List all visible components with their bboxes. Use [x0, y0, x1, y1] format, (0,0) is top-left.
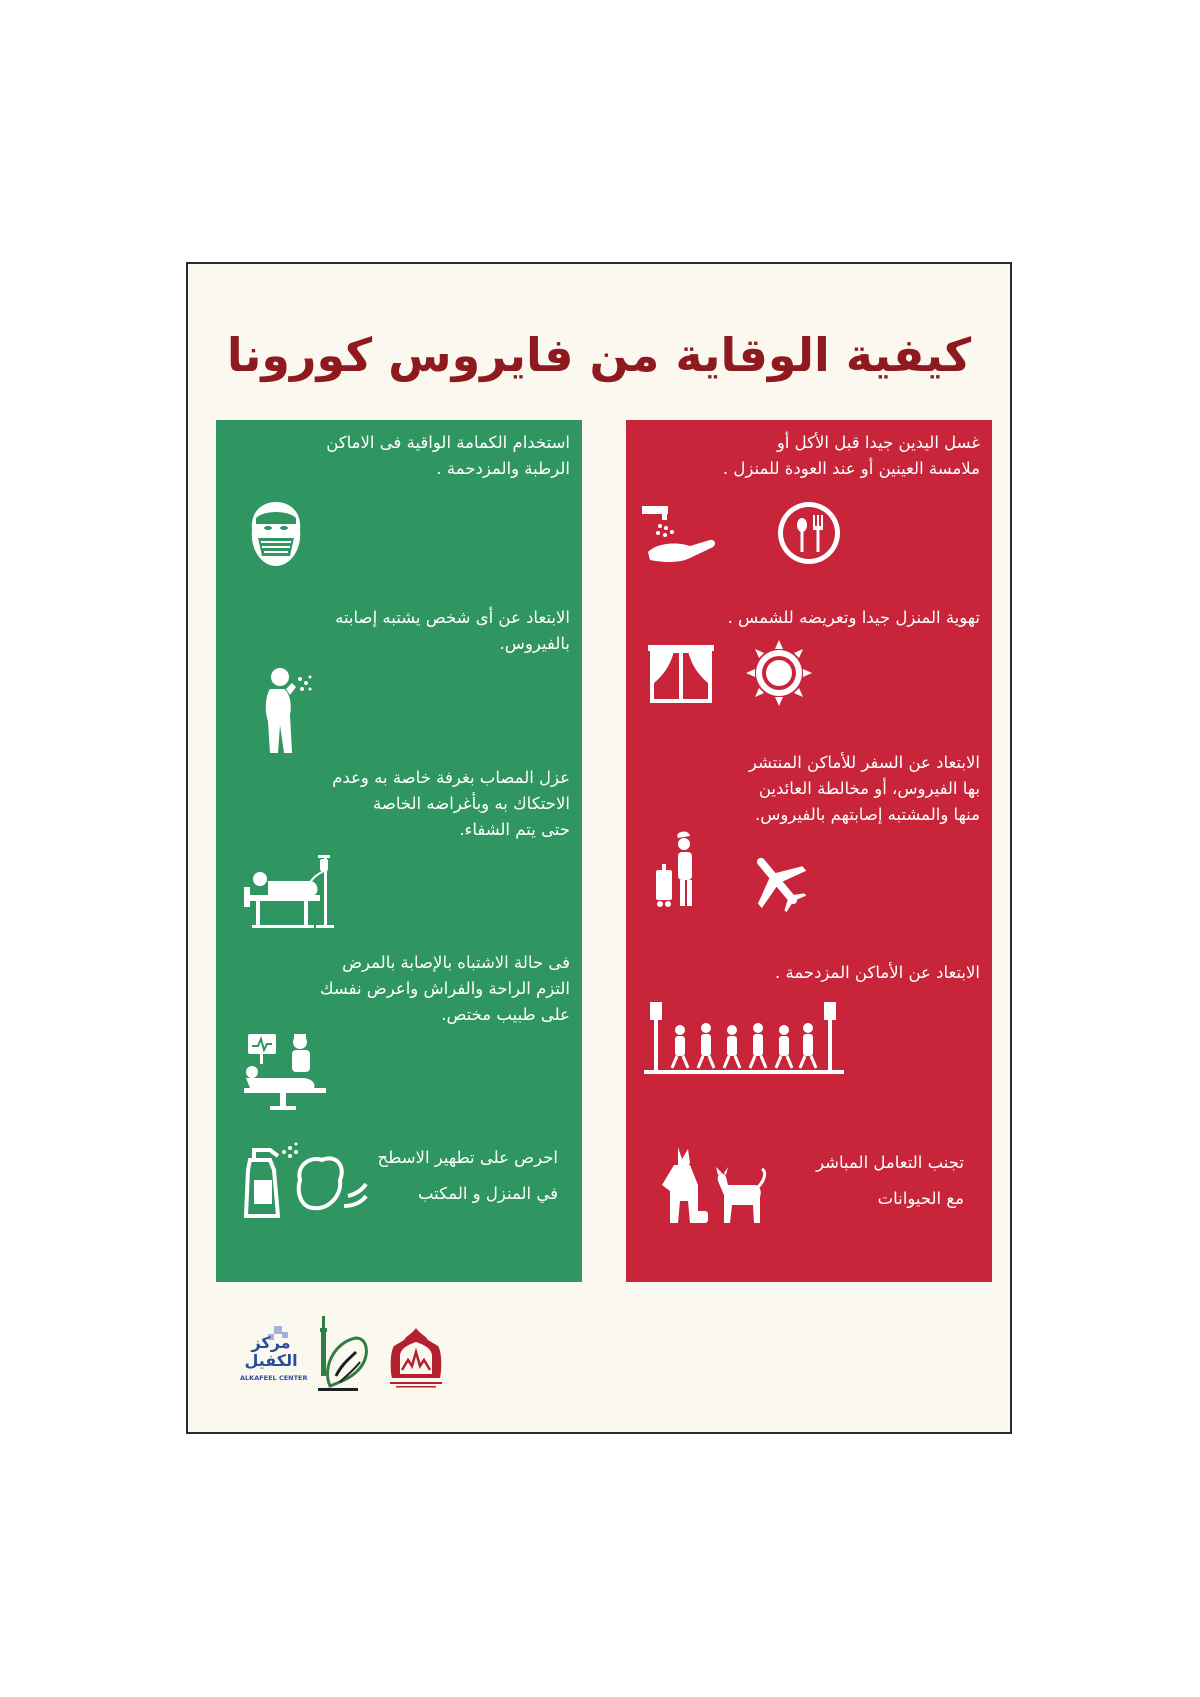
plate-fork-spoon-icon: [776, 500, 842, 566]
text-line: تهوية المنزل جيدا وتعريضه للشمس .: [727, 608, 980, 627]
calligraphy-mosque-logo: [316, 1316, 372, 1406]
red-item-text: [638, 430, 980, 482]
text-line: استخدام الكمامة الواقية فى الاماكن: [326, 433, 570, 452]
sun-icon: [746, 640, 812, 706]
text-line: حتى يتم الشفاء.: [459, 820, 570, 839]
poster: [186, 262, 1012, 1434]
green-item-text: [228, 605, 570, 657]
text-line: تجنب التعامل المباشر: [816, 1153, 964, 1172]
red-item-text: [638, 960, 980, 986]
green-panel: [216, 420, 582, 1282]
alkafeel-arabic-bottom: الكفيل: [244, 1351, 298, 1370]
green-item-avoid-suspect: [216, 605, 582, 755]
red-item-hand-washing: [626, 430, 992, 580]
sick-traveler-icon: [654, 830, 704, 910]
red-item-ventilation: [626, 605, 992, 725]
window-curtains-icon: [646, 643, 716, 703]
crowd-crossing-icon: [644, 1000, 844, 1080]
red-item-text: [638, 750, 980, 828]
text-line: بالفيروس.: [499, 634, 570, 653]
red-item-crowds: [626, 960, 992, 1100]
alkafeel-english: ALKAFEEL CENTER: [240, 1374, 308, 1382]
text-line: فى حالة الاشتباه بالإصابة بالمرض: [342, 953, 570, 972]
logo-strip: [240, 1324, 540, 1404]
red-item-text: [638, 605, 980, 631]
shrine-dome-logo: [386, 1326, 446, 1394]
text-line: الابتعاد عن أى شخص يشتبه إصابته: [335, 608, 570, 627]
red-panel: [626, 420, 992, 1282]
text-line: في المنزل و المكتب: [417, 1184, 558, 1203]
alkafeel-arabic-top: مركز: [251, 1333, 291, 1352]
green-item-rest-doctor: [216, 950, 582, 1120]
text-line: الابتعاد عن السفر للأماكن المنتشر: [748, 753, 980, 772]
green-item-text: [228, 950, 570, 1028]
face-mask-icon: [246, 500, 306, 570]
airplane-icon: [746, 850, 808, 912]
red-item-travel: [626, 750, 992, 920]
text-line: منها والمشتبه إصابتهم بالفيروس.: [754, 805, 980, 824]
hand-washing-icon: [638, 502, 718, 568]
red-item-animals: [626, 1145, 992, 1265]
text-line: احرص على تطهير الاسطح: [377, 1148, 558, 1167]
doctor-patient-icon: [242, 1032, 332, 1112]
text-line: الابتعاد عن الأماكن المزدحمة .: [775, 963, 980, 982]
green-item-text: [228, 765, 570, 843]
text-line: غسل اليدين جيدا قبل الأكل أو: [776, 433, 980, 452]
text-line: التزم الراحة والفراش واعرض نفسك: [319, 979, 570, 998]
text-line: عزل المصاب بغرفة خاصة به وعدم: [332, 768, 570, 787]
text-line: الاحتكاك به وبأغراضه الخاصة: [373, 794, 570, 813]
alkafeel-center-logo: [240, 1324, 308, 1402]
patient-bed-iv-icon: [240, 853, 350, 933]
text-line: بها الفيروس، أو مخالطة العائدين: [758, 779, 980, 798]
dog-cat-icon: [658, 1145, 768, 1227]
green-item-disinfect: [216, 1140, 582, 1270]
text-line: الرطبة والمزدحمة .: [436, 459, 570, 478]
spray-cleaning-icon: [240, 1140, 370, 1220]
green-item-mask: [216, 430, 582, 580]
text-line: على طبيب مختص.: [441, 1005, 570, 1024]
poster-title: كيفية الوقاية من فايروس كورونا: [226, 328, 972, 382]
text-line: مع الحيوانات: [877, 1189, 964, 1208]
green-item-text: [228, 430, 570, 482]
text-line: ملامسة العينين أو عند العودة للمنزل .: [722, 459, 980, 478]
sneezing-person-icon: [256, 665, 316, 755]
green-item-isolation: [216, 765, 582, 935]
